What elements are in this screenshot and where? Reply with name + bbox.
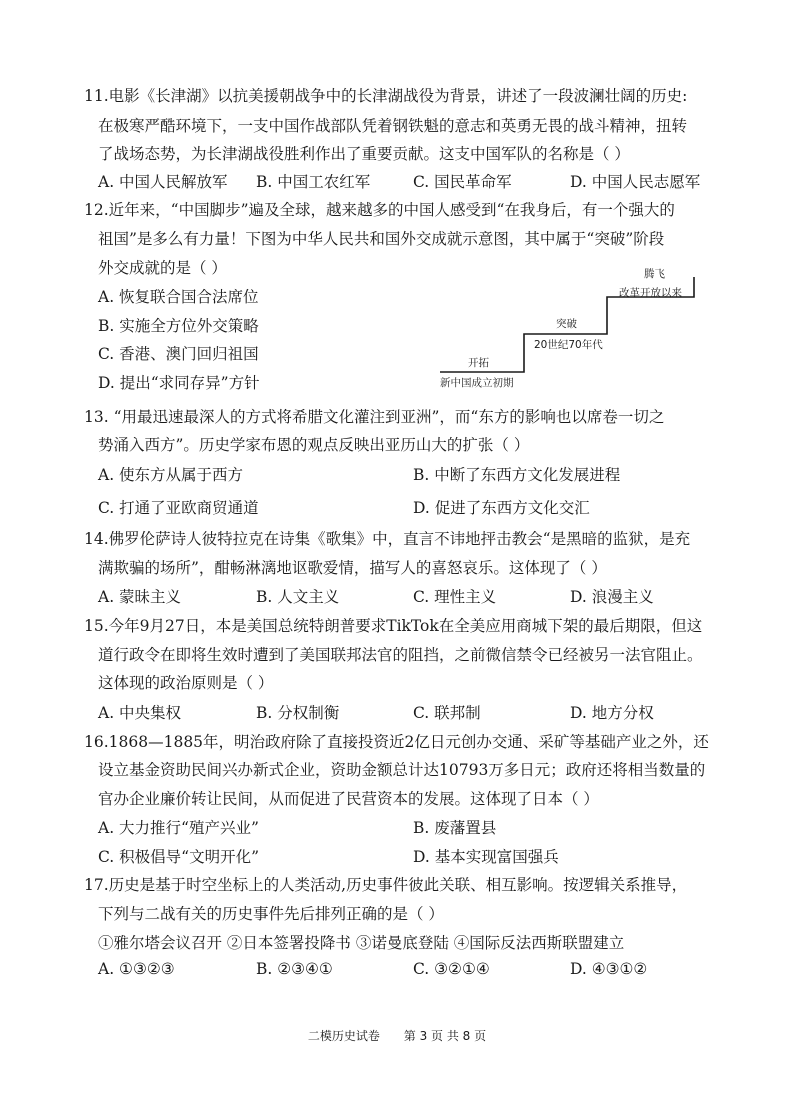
question-15-line-1: 15.今年9月27日，本是美国总统特朗普要求TikTok在全美应用商城下架的最后期限，但这 xyxy=(84,617,703,635)
question-12-line-1: 12.近年来，“中国脚步”遍及全球，越来越多的中国人感受到“在我身后，有一个强大的 xyxy=(84,201,675,219)
question-12-option-b[interactable]: B. 实施全方位外交策略 xyxy=(98,317,259,335)
question-12-option-c[interactable]: C. 香港、澳门回归祖国 xyxy=(98,345,259,363)
question-11-option-b[interactable]: B. 中国工农红军 xyxy=(256,173,371,191)
question-11-option-a[interactable]: A. 中国人民解放军 xyxy=(98,173,228,191)
question-13-line-1: 13. “用最迅速最深人的方式将希腊文化灌注到亚洲”，而“东方的影响也以席卷一切之 xyxy=(84,408,665,426)
step-3-label: 腾飞 xyxy=(644,268,665,280)
question-14-option-c[interactable]: C. 理性主义 xyxy=(413,588,497,606)
step-3-period: 改革开放以来 xyxy=(619,287,682,299)
question-11-option-c[interactable]: C. 国民革命军 xyxy=(413,173,512,191)
step-1-period: 新中国成立初期 xyxy=(440,377,514,389)
question-16-option-a[interactable]: A. 大力推行“殖产兴业” xyxy=(98,819,259,837)
question-15-option-d[interactable]: D. 地方分权 xyxy=(570,704,654,722)
question-17-line-1: 17.历史是基于时空坐标上的人类活动,历史事件彼此关联、相互影响。按逻辑关系推导， xyxy=(84,876,688,894)
question-17-line-2: 下列与二战有关的历史事件先后排列正确的是（ ） xyxy=(98,905,444,923)
question-12-line-2: 祖国”是多么有力量！下图为中华人民共和国外交成就示意图，其中属于“突破”阶段 xyxy=(98,230,665,248)
question-15-option-b[interactable]: B. 分权制衡 xyxy=(256,704,340,722)
question-14-line-2: 满欺骗的场所”，酣畅淋漓地讴歌爱情，描写人的喜怒哀乐。这体现了（ ） xyxy=(98,559,607,577)
question-15-line-3: 这体现的政治原则是（ ） xyxy=(98,674,274,692)
question-14-option-d[interactable]: D. 浪漫主义 xyxy=(570,588,654,606)
question-16-line-2: 设立基金资助民间兴办新式企业，资助金额总计达10793万多日元；政府还将相当数量的 xyxy=(98,761,706,779)
question-16-line-1: 16.1868—1885年，明治政府除了直接投资近2亿日元创办交通、采矿等基础产业之外，还 xyxy=(84,733,709,751)
question-16-option-d[interactable]: D. 基本实现富国强兵 xyxy=(413,848,559,866)
question-12-option-d[interactable]: D. 提出“求同存异”方针 xyxy=(98,374,260,392)
exam-title: 二模历史试卷 xyxy=(307,1029,380,1043)
question-16-option-b[interactable]: B. 废藩置县 xyxy=(413,819,497,837)
question-11-line-1: 11.电影《长津湖》以抗美援朝战争中的长津湖战役为背景，讲述了一段波澜壮阔的历史: xyxy=(84,87,688,105)
page-footer xyxy=(0,1027,794,1044)
question-15-option-a[interactable]: A. 中央集权 xyxy=(98,704,182,722)
question-14-option-a[interactable]: A. 蒙昧主义 xyxy=(98,588,182,606)
question-13-option-a[interactable]: A. 使东方从属于西方 xyxy=(98,466,244,484)
question-13-option-b[interactable]: B. 中断了东西方文化发展进程 xyxy=(413,466,621,484)
question-17-option-d[interactable]: D. ④③①② xyxy=(570,960,648,978)
diplomacy-stairs-diagram xyxy=(432,262,702,394)
question-12-option-a[interactable]: A. 恢复联合国合法席位 xyxy=(98,288,259,306)
question-11-line-3: 了战场态势，为长津湖战役胜利作出了重要贡献。这支中国军队的名称是（ ） xyxy=(98,145,630,163)
question-17-events: ①雅尔塔会议召开 ②日本签署投降书 ③诺曼底登陆 ④国际反法西斯联盟建立 xyxy=(98,934,625,952)
question-12-line-3: 外交成就的是（ ） xyxy=(98,259,227,277)
question-16-option-c[interactable]: C. 积极倡导“文明开化” xyxy=(98,848,260,866)
step-2-label: 突破 xyxy=(556,318,577,330)
question-11-line-2: 在极寒严酷环境下，一支中国作战部队凭着钢铁魁的意志和英勇无畏的战斗精神，扭转 xyxy=(98,117,688,135)
question-11-option-d[interactable]: D. 中国人民志愿军 xyxy=(570,173,701,191)
question-17-option-b[interactable]: B. ②③④① xyxy=(256,960,333,978)
question-13-option-c[interactable]: C. 打通了亚欧商贸通道 xyxy=(98,499,259,517)
step-1-label: 开拓 xyxy=(468,357,489,369)
page-number: 第 3 页 共 8 页 xyxy=(403,1029,487,1043)
question-15-option-c[interactable]: C. 联邦制 xyxy=(413,704,481,722)
question-17-option-c[interactable]: C. ③②①④ xyxy=(413,960,490,978)
question-15-line-2: 道行政令在即将生效时遭到了美国联邦法官的阻挡，之前微信禁令已经被另一法官阻止。 xyxy=(98,646,703,664)
question-16-line-3: 官办企业廉价转让民间，从而促进了民营资本的发展。这体现了日本（ ） xyxy=(98,790,599,808)
question-17-option-a[interactable]: A. ①③②③ xyxy=(98,960,175,978)
step-2-period: 20世纪70年代 xyxy=(534,339,603,351)
question-14-option-b[interactable]: B. 人文主义 xyxy=(256,588,340,606)
question-13-line-2: 势涌入西方”。历史学家布恩的观点反映出亚历山大的扩张（ ） xyxy=(98,436,530,454)
question-14-line-1: 14.佛罗伦萨诗人彼特拉克在诗集《歌集》中，直言不讳地抨击教会“是黑暗的监狱，是充 xyxy=(84,530,691,548)
question-13-option-d[interactable]: D. 促进了东西方文化交汇 xyxy=(413,499,590,517)
